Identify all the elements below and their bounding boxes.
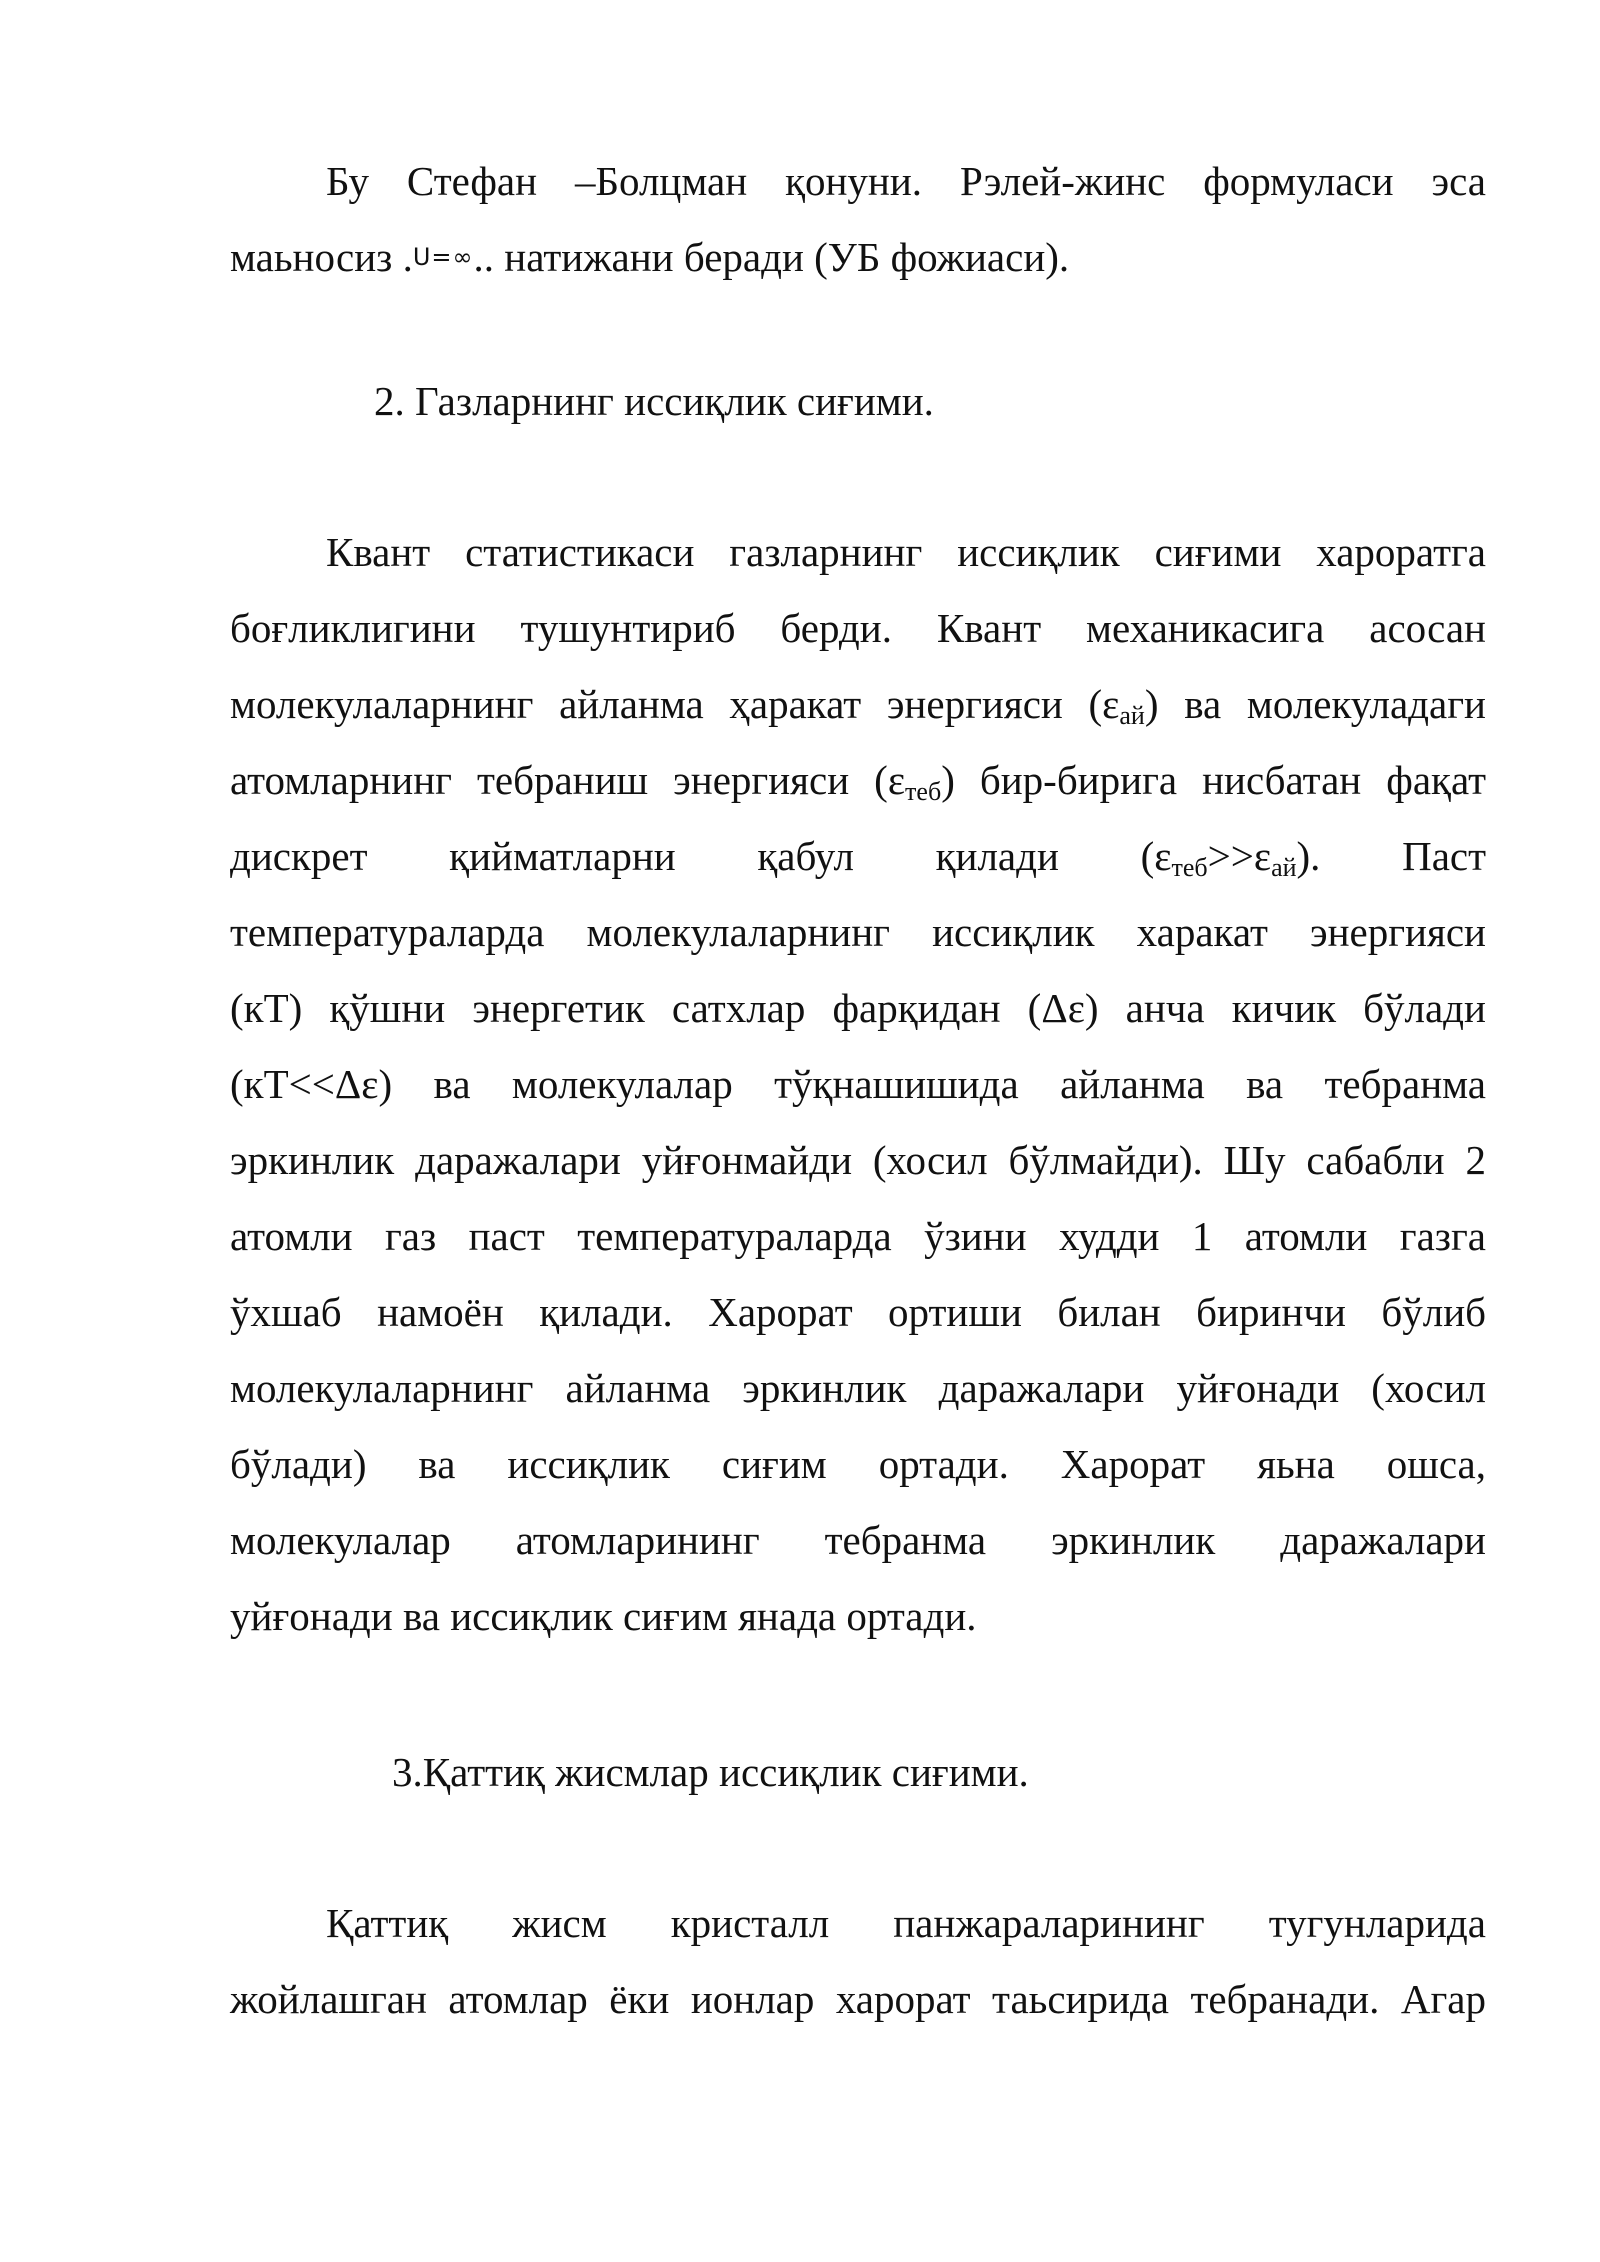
- text-line: уйғонади ва иссиқлик сиғим янада ортади.: [230, 1593, 977, 1639]
- subscript: теб: [905, 777, 942, 806]
- text-line: ўхшаб намоён қилади. Харорат ортиши билан биринчи бўлиб: [230, 1289, 1486, 1335]
- text-line: боғликлигини тушунтириб берди. Квант механикасига асосан: [230, 605, 1486, 651]
- text-span: >>ε: [1207, 833, 1272, 879]
- paragraph-solid-heat-capacity: [230, 1885, 1486, 2037]
- section-heading-3: 3.Қаттиқ жисмлар иссиқлик сиғими.: [392, 1749, 1029, 1795]
- text-span: Бу Стефан –Болцман қонуни. Рэлей-жинс формуласи эса: [326, 158, 1486, 204]
- text-line: бўлади) ва иссиқлик сиғим ортади. Харорат яьна ошса,: [230, 1441, 1486, 1487]
- text-span: маьносиз .: [230, 234, 413, 280]
- text-span: ). Паст: [1296, 833, 1487, 879]
- text-line: [230, 666, 1486, 742]
- text-span: Қаттиқ жисм кристалл панжараларининг тугунларида: [326, 1900, 1486, 1946]
- text-line: [230, 514, 1486, 590]
- formula-u-infinity: U=∞: [412, 243, 474, 271]
- text-span: ) ва молекуладаги: [1144, 681, 1486, 727]
- text-span: ) бир-бирига нисбатан фақат: [941, 757, 1486, 803]
- text-line: (кТ) қўшни энергетик сатхлар фарқидан (Δε) анча кичик бўлади: [230, 985, 1486, 1031]
- paragraph-stefan-boltzmann: [230, 143, 1486, 295]
- text-line: (кТ<<Δε) ва молекулалар тўқнашишида айланма ва тебранма: [230, 1061, 1486, 1107]
- text-line: молекулалар атомларининг тебранма эркинлик даражалари: [230, 1517, 1486, 1563]
- text-line: [230, 143, 1486, 219]
- text-span: атомларнинг тебраниш энергияси (ε: [230, 757, 906, 803]
- text-span: .. натижани беради (УБ фожиаси).: [473, 234, 1070, 280]
- text-span: Квант статистикаси газларнинг иссиқлик сиғими хароратга: [326, 529, 1486, 575]
- text-line: [230, 219, 1486, 295]
- paragraph-gas-heat-capacity: [230, 514, 1486, 1654]
- text-line: молекулаларнинг айланма эркинлик даражалари уйғонади (хосил: [230, 1365, 1486, 1411]
- subscript: теб: [1171, 853, 1208, 882]
- text-line: температураларда молекулаларнинг иссиқлик харакат энергияси: [230, 909, 1486, 955]
- text-span: дискрет қийматларни қабул қилади (ε: [230, 833, 1172, 879]
- subscript: ай: [1271, 853, 1297, 882]
- subscript: ай: [1119, 701, 1145, 730]
- text-line: атомли газ паст температураларда ўзини худди 1 атомли газга: [230, 1213, 1486, 1259]
- text-span: молекулаларнинг айланма ҳаракат энергияси (ε: [230, 681, 1120, 727]
- text-line: жойлашган атомлар ёки ионлар харорат таьсирида тебранади. Агар: [230, 1976, 1486, 2022]
- text-line: [230, 1885, 1486, 1961]
- text-line: эркинлик даражалари уйғонмайди (хосил бўлмайди). Шу сабабли 2: [230, 1137, 1486, 1183]
- text-line: [230, 818, 1486, 894]
- text-line: [230, 742, 1486, 818]
- section-heading-2: 2. Газларнинг иссиқлик сиғими.: [374, 378, 934, 424]
